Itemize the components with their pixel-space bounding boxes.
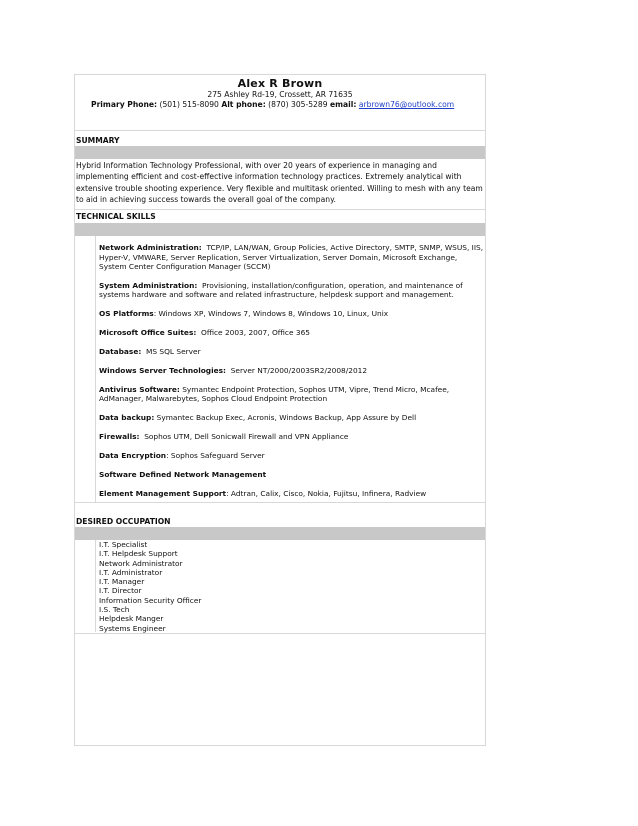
skills-band xyxy=(75,223,485,236)
skill-item: System Administration: Provisioning, installation/configuration, operation, and maintenance of systems hardware and software and related infrastructure, helpdesk support and management. xyxy=(99,280,463,300)
summary-text: Hybrid Information Technology Professional, with over 20 years of experience in managing and implementing efficient and cost-effective information technology practices. Extremely analytical with extensive trouble shooting experience. Very flexible and multitask oriented. Willing to mesh with any team to aid in achieving success towards the overall goal of the company. xyxy=(76,161,483,205)
list-item: Systems Engineer xyxy=(99,623,166,633)
list-item: I.T. Director xyxy=(99,586,142,596)
summary-heading: SUMMARY xyxy=(76,136,120,145)
primary-phone: (501) 515-8090 xyxy=(159,100,219,109)
indent-rule xyxy=(95,236,96,502)
list-item: I.T. Helpdesk Support xyxy=(99,549,178,559)
divider xyxy=(75,502,485,503)
skills-list xyxy=(99,243,485,508)
skill-item: Microsoft Office Suites: Office 2003, 2007, Office 365 xyxy=(99,328,310,338)
skill-item: Network Administration: TCP/IP, LAN/WAN, Group Policies, Active Directory, SMTP, SNMP, WSUS, IIS, Hyper-V, VMWARE, Server Replication, Server Virtualization, Server Domain, Microsoft Exchange, System Center Configuration Manager (SCCM) xyxy=(99,243,484,271)
skill-item: Element Management Support: Adtran, Calix, Cisco, Nokia, Fujitsu, Infinera, Radview xyxy=(99,488,427,498)
list-item: I.T. Specialist xyxy=(99,540,148,549)
alt-phone: (870) 305-5289 xyxy=(268,100,328,109)
skill-item: Firewalls: Sophos UTM, Dell Sonicwall Firewall and VPN Appliance xyxy=(99,432,349,442)
skill-item: Antivirus Software: Symantec Endpoint Protection, Sophos UTM, Vipre, Trend Micro, Mcafee, AdManager, Malwarebytes, Sophos Cloud Endpoint Protection xyxy=(99,384,450,404)
skill-item: Database: MS SQL Server xyxy=(99,347,201,357)
summary-band xyxy=(75,146,485,159)
email-link[interactable]: arbrown76@outlook.com xyxy=(358,100,455,109)
address: 275 Ashley Rd-19, Crossett, AR 71635 xyxy=(207,90,353,99)
skill-item: Software Defined Network Management xyxy=(99,469,267,479)
list-item: I.T. Administrator xyxy=(99,567,163,577)
alt-phone-label: Alt phone: xyxy=(221,100,266,109)
list-item: Information Security Officer xyxy=(99,595,202,605)
list-item: I.S. Tech xyxy=(99,605,130,615)
contact-line xyxy=(91,100,485,109)
list-item: I.T. Manager xyxy=(99,577,145,587)
resume-name: Alex R Brown xyxy=(237,77,323,90)
skill-item: OS Platforms: Windows XP, Windows 7, Windows 8, Windows 10, Linux, Unix xyxy=(99,309,389,319)
skills-heading: TECHNICAL SKILLS xyxy=(76,212,156,221)
resume-page xyxy=(74,74,486,746)
occupation-band xyxy=(75,527,485,540)
occupation-heading: DESIRED OCCUPATION xyxy=(76,517,171,526)
list-item: Helpdesk Manger xyxy=(99,614,164,624)
divider xyxy=(75,130,485,131)
list-item: Network Administrator xyxy=(99,558,183,568)
divider xyxy=(75,209,485,210)
occupation-list xyxy=(99,540,201,633)
skill-item: Data backup: Symantec Backup Exec, Acronis, Windows Backup, App Assure by Dell xyxy=(99,413,417,423)
email-label: email: xyxy=(329,100,357,109)
primary-phone-label: Primary Phone: xyxy=(91,100,158,109)
indent-rule xyxy=(95,540,96,632)
skill-item: Windows Server Technologies: Server NT/2000/2003SR2/2008/2012 xyxy=(99,365,368,375)
skill-item: Data Encryption: Sophos Safeguard Server xyxy=(99,451,265,461)
divider xyxy=(75,633,485,634)
